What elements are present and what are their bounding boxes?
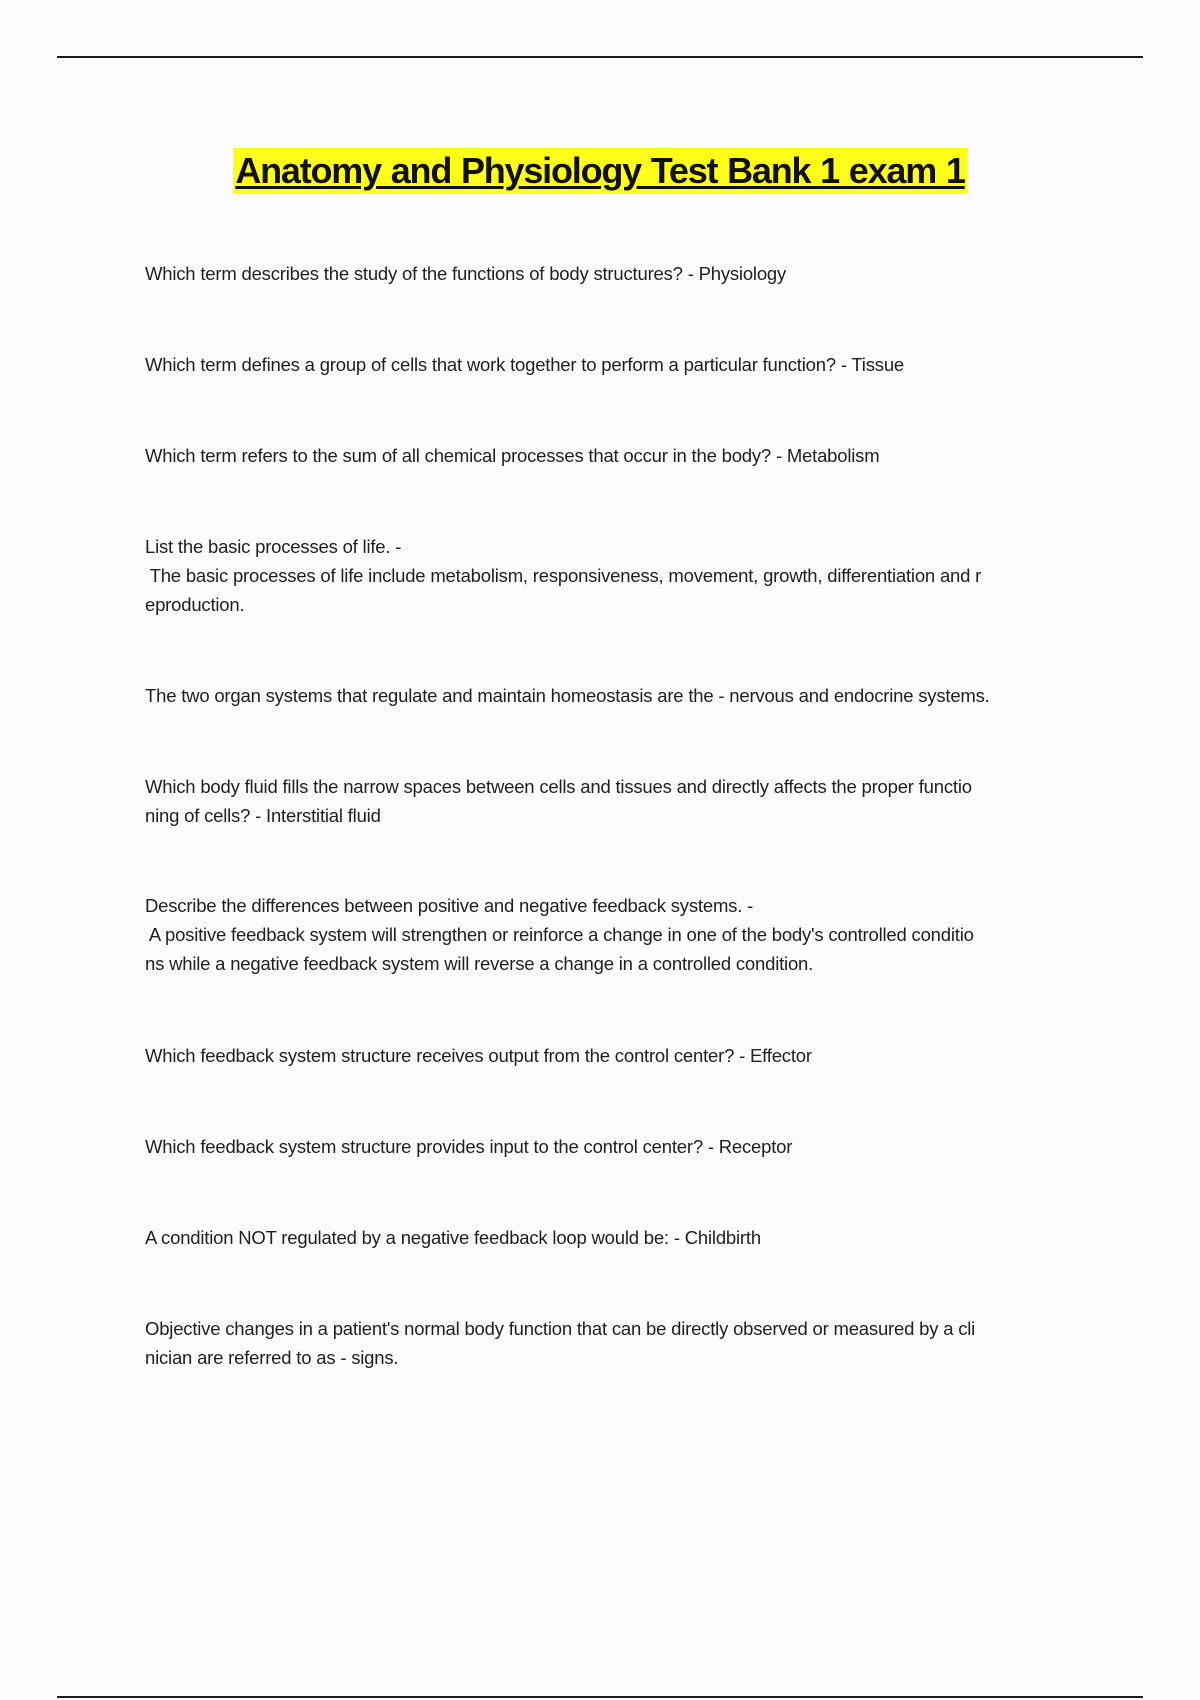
qa-item-9	[145, 1132, 1090, 1161]
qa-item-2	[145, 350, 1090, 379]
qa-item-3	[145, 441, 1090, 470]
qa-line: Which term refers to the sum of all chemical processes that occur in the body? - Metabolism	[145, 445, 880, 466]
qa-line: Which body fluid fills the narrow spaces between cells and tissues and directly affects the proper functio	[145, 776, 972, 797]
qa-item-5	[145, 681, 1090, 710]
qa-line: Which term defines a group of cells that work together to perform a particular function? - Tissue	[145, 354, 904, 375]
qa-item-7	[145, 891, 1090, 978]
qa-item-8	[145, 1041, 1090, 1070]
document-title: Anatomy and Physiology Test Bank 1 exam 1	[233, 148, 966, 194]
qa-line: ns while a negative feedback system will reverse a change in a controlled condition.	[145, 953, 814, 974]
qa-line: The basic processes of life include metabolism, responsiveness, movement, growth, differentiation and r	[145, 565, 982, 586]
qa-line: The two organ systems that regulate and maintain homeostasis are the - nervous and endocrine systems.	[145, 685, 990, 706]
qa-item-1	[145, 259, 1090, 288]
title-container	[0, 148, 1200, 194]
bottom-rule	[57, 1696, 1143, 1698]
qa-line: nician are referred to as - signs.	[145, 1347, 399, 1368]
qa-line: Which feedback system structure provides input to the control center? - Receptor	[145, 1136, 793, 1157]
qa-line: Which term describes the study of the functions of body structures? - Physiology	[145, 263, 787, 284]
qa-item-4	[145, 532, 1090, 619]
qa-line: A positive feedback system will strengthen or reinforce a change in one of the body's controlled conditio	[145, 924, 974, 945]
qa-line: A condition NOT regulated by a negative feedback loop would be: - Childbirth	[145, 1227, 761, 1248]
qa-item-6	[145, 772, 1090, 830]
qa-line: Objective changes in a patient's normal body function that can be directly observed or measured by a cli	[145, 1318, 976, 1339]
top-rule	[57, 56, 1143, 58]
qa-item-10	[145, 1223, 1090, 1252]
qa-line: ning of cells? - Interstitial fluid	[145, 805, 381, 826]
qa-line: eproduction.	[145, 594, 245, 615]
qa-line: List the basic processes of life. -	[145, 536, 402, 557]
qa-line: Describe the differences between positive and negative feedback systems. -	[145, 895, 754, 916]
qa-item-11	[145, 1314, 1090, 1372]
qa-line: Which feedback system structure receives output from the control center? - Effector	[145, 1045, 812, 1066]
